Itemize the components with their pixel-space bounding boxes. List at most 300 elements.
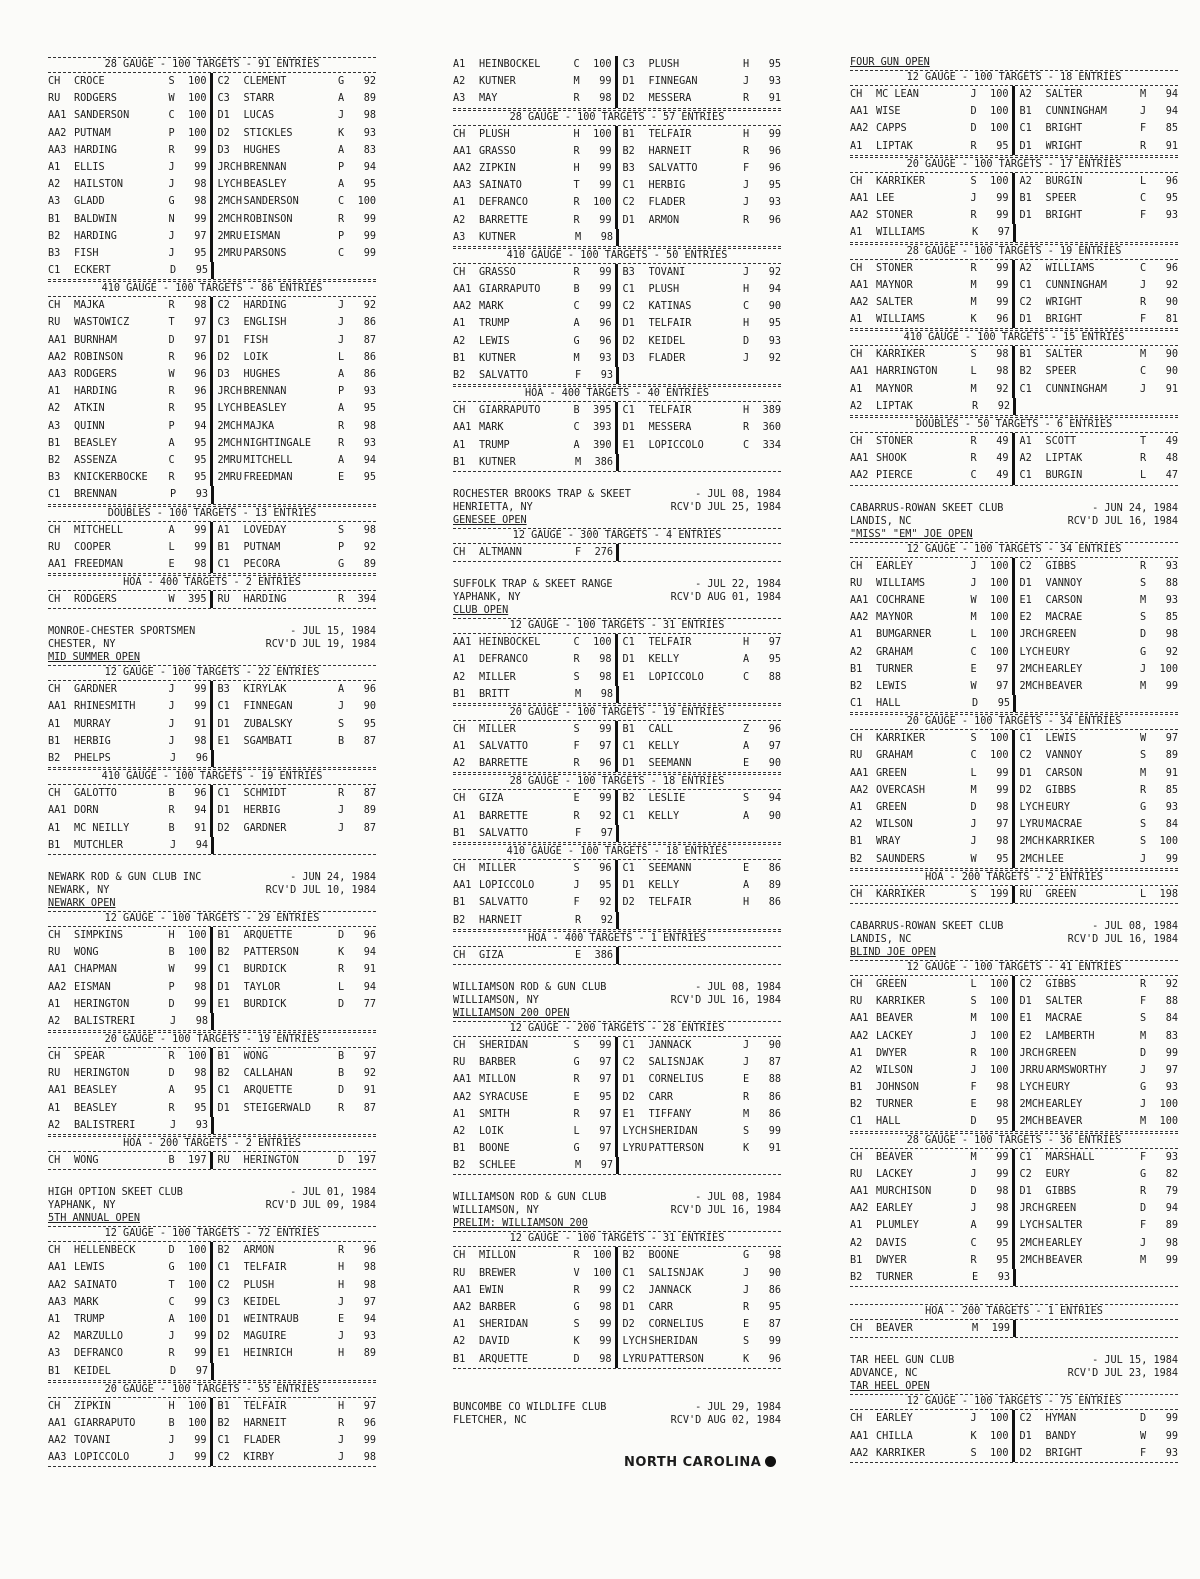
score: 97 bbox=[194, 230, 207, 242]
club-header bbox=[48, 625, 376, 638]
class-title: B1 bbox=[850, 663, 863, 675]
score: 100 bbox=[990, 1447, 1009, 1459]
class-title: B1 bbox=[453, 688, 466, 700]
shooter-class: F bbox=[970, 1082, 977, 1094]
shooter-name: LEE bbox=[1045, 853, 1064, 865]
shooter-name: JANNACK bbox=[648, 1039, 692, 1051]
result-entry bbox=[850, 1445, 1015, 1462]
class-title: AA2 bbox=[850, 1203, 869, 1215]
shooter-class: R bbox=[573, 1108, 580, 1120]
results-row bbox=[850, 138, 1178, 156]
shooter-class: J bbox=[743, 1284, 750, 1296]
shooter-class: S bbox=[573, 1039, 580, 1051]
shooter-name: BRIGHT bbox=[1045, 1447, 1083, 1459]
results-row bbox=[48, 1152, 376, 1170]
score: 99 bbox=[363, 247, 376, 259]
results-row bbox=[850, 833, 1178, 850]
score: 89 bbox=[363, 558, 376, 570]
class-title: D1 bbox=[1019, 210, 1032, 222]
shooter-name: HAILSTON bbox=[74, 179, 124, 191]
shooter-name: ARQUETTE bbox=[479, 1353, 529, 1365]
result-entry bbox=[618, 350, 782, 367]
score: 89 bbox=[363, 93, 376, 105]
score: 395 bbox=[593, 405, 612, 417]
class-title: A2 bbox=[453, 214, 466, 226]
score: 100 bbox=[593, 59, 612, 70]
shooter-name: HARDING bbox=[243, 300, 287, 312]
result-entry bbox=[453, 738, 618, 755]
club-location bbox=[453, 501, 781, 514]
shooter-class: H bbox=[573, 128, 580, 140]
class-title: RU bbox=[850, 996, 863, 1008]
class-title: A3 bbox=[453, 93, 466, 105]
result-entry bbox=[453, 56, 618, 73]
score: 98 bbox=[996, 349, 1009, 361]
score: 96 bbox=[363, 929, 376, 941]
shooter-name: GREEN bbox=[876, 767, 907, 779]
shooter-class: J bbox=[970, 1030, 977, 1042]
results-row bbox=[48, 332, 376, 349]
score: 99 bbox=[768, 1336, 781, 1348]
shooter-class: C bbox=[573, 59, 580, 70]
score: 81 bbox=[1165, 314, 1178, 326]
shooter-name: WRIGHT bbox=[1045, 140, 1083, 152]
shooter-name: BRIGHT bbox=[1045, 210, 1083, 222]
shooter-name: BUMGARNER bbox=[876, 629, 932, 641]
result-entry bbox=[48, 681, 213, 698]
results-row bbox=[453, 634, 781, 651]
class-title: A2 bbox=[1019, 175, 1032, 187]
result-entry bbox=[1015, 103, 1179, 120]
class-title: B2 bbox=[48, 454, 61, 466]
shooter-name: GALOTTO bbox=[74, 788, 117, 800]
score: 99 bbox=[1165, 1413, 1178, 1425]
received-date: RCV'D JUL 19, 1984 bbox=[265, 639, 376, 651]
score: 97 bbox=[363, 1051, 376, 1063]
shooter-class: R bbox=[168, 805, 175, 817]
shooter-name: BEASLEY bbox=[74, 1102, 117, 1114]
score: 95 bbox=[1165, 192, 1178, 204]
score: 99 bbox=[1165, 1254, 1178, 1266]
results-row bbox=[48, 314, 376, 331]
shoot-date: - JUL 08, 1984 bbox=[695, 488, 781, 500]
class-title: RU bbox=[48, 93, 61, 105]
results-row bbox=[453, 738, 781, 755]
score: 99 bbox=[599, 180, 612, 192]
shooter-class: F bbox=[1140, 1447, 1147, 1459]
shooter-name: SAINATO bbox=[479, 180, 522, 192]
score: 82 bbox=[1165, 1168, 1178, 1180]
score: 93 bbox=[1165, 802, 1178, 813]
score: 100 bbox=[188, 1313, 207, 1325]
score: 97 bbox=[997, 227, 1010, 239]
shooter-class: A bbox=[338, 454, 345, 466]
class-title: AA3 bbox=[48, 1296, 67, 1308]
class-title: D2 bbox=[622, 93, 635, 105]
result-entry bbox=[213, 418, 377, 435]
class-title: C1 bbox=[1019, 1151, 1032, 1163]
class-title: B2 bbox=[453, 1160, 466, 1172]
shooter-class: R bbox=[970, 140, 977, 152]
class-title: C1 bbox=[622, 284, 635, 296]
shooter-name: FISH bbox=[243, 334, 269, 346]
class-title: B2 bbox=[217, 1068, 230, 1080]
score: 99 bbox=[599, 301, 612, 313]
shooter-class: E bbox=[575, 949, 582, 961]
class-title: 2MCH bbox=[217, 213, 243, 225]
shooter-class: K bbox=[338, 947, 345, 959]
shooter-name: DAVID bbox=[479, 1336, 510, 1348]
score: 395 bbox=[188, 594, 207, 606]
shooter-name: BEAVER bbox=[876, 1151, 913, 1163]
shooter-name: LUCAS bbox=[243, 110, 275, 122]
shooter-class: S bbox=[970, 349, 977, 361]
result-entry bbox=[1015, 1113, 1179, 1130]
shooter-class: D bbox=[573, 1353, 580, 1365]
shooter-class: P bbox=[338, 230, 345, 242]
shooter-class: M bbox=[972, 1323, 979, 1335]
class-title: D1 bbox=[622, 214, 635, 226]
shooter-class: C bbox=[970, 750, 977, 762]
shooter-name: KARRIKER bbox=[1045, 836, 1095, 848]
results-row bbox=[850, 1445, 1178, 1463]
shooter-name: CLEMENT bbox=[243, 76, 287, 87]
class-title: CH bbox=[453, 949, 466, 961]
score: 100 bbox=[990, 646, 1009, 658]
result-entry bbox=[213, 927, 377, 944]
class-title: CH bbox=[453, 128, 466, 140]
shooter-class: D bbox=[170, 1365, 177, 1377]
shooter-name: ZIPKIN bbox=[74, 1400, 111, 1412]
result-entry bbox=[1015, 1010, 1179, 1027]
result-entry bbox=[850, 120, 1015, 137]
shooter-name: GIBBS bbox=[1045, 978, 1077, 990]
shooter-class: J bbox=[168, 247, 175, 259]
spacer bbox=[453, 965, 781, 981]
shooter-name: FREEDMAN bbox=[243, 472, 293, 484]
shooter-name: NIGHTINGALE bbox=[243, 437, 311, 449]
result-entry bbox=[1015, 260, 1179, 277]
club-name: ROCHESTER BROOKS TRAP & SKEET bbox=[453, 488, 631, 500]
score: 97 bbox=[599, 741, 612, 753]
shooter-name: BRENNAN bbox=[74, 489, 117, 501]
results-row bbox=[48, 733, 376, 750]
class-title: B1 bbox=[48, 839, 61, 851]
class-title: CH bbox=[48, 684, 61, 696]
shooter-name: KUTNER bbox=[479, 76, 516, 88]
result-entry bbox=[213, 539, 377, 556]
shooter-name: STICKLES bbox=[243, 127, 293, 139]
class-title: D1 bbox=[217, 334, 230, 346]
shooter-name: KIRYLAK bbox=[243, 684, 287, 696]
score: 98 bbox=[194, 196, 207, 208]
shooter-class: K bbox=[573, 1336, 580, 1348]
club-location bbox=[453, 994, 781, 1007]
shooter-name: CALLAHAN bbox=[243, 1068, 293, 1080]
shooter-name: KNICKERBOCKE bbox=[74, 472, 148, 484]
result-entry bbox=[213, 73, 377, 90]
results-row bbox=[48, 961, 376, 978]
score: 95 bbox=[768, 59, 781, 70]
shooter-class: G bbox=[1140, 1082, 1147, 1094]
score: 100 bbox=[990, 1047, 1009, 1059]
result-entry bbox=[1015, 1045, 1179, 1062]
class-title: A2 bbox=[453, 1125, 466, 1137]
shooter-class: M bbox=[1140, 594, 1147, 606]
result-entry bbox=[1015, 626, 1179, 643]
results-row bbox=[48, 1415, 376, 1432]
score: 88 bbox=[1165, 996, 1178, 1008]
results-row bbox=[850, 609, 1178, 626]
result-entry bbox=[850, 277, 1015, 294]
score: 98 bbox=[194, 735, 207, 747]
results-row bbox=[453, 894, 781, 911]
class-title: C2 bbox=[1019, 560, 1032, 572]
results-row bbox=[850, 678, 1178, 695]
club-header bbox=[453, 578, 781, 591]
shooter-class: C bbox=[743, 439, 750, 451]
result-entry bbox=[213, 1311, 377, 1328]
shooter-class: M bbox=[743, 1108, 750, 1120]
class-title: A3 bbox=[48, 420, 61, 432]
results-row bbox=[453, 143, 781, 160]
score: 96 bbox=[768, 723, 781, 735]
result-entry bbox=[1015, 1149, 1179, 1166]
score: 99 bbox=[599, 145, 612, 157]
shooter-class: R bbox=[573, 93, 580, 105]
class-title: C3 bbox=[622, 59, 635, 70]
shooter-class: F bbox=[573, 741, 580, 753]
result-entry bbox=[850, 381, 1015, 398]
shooter-name: MARK bbox=[479, 301, 504, 313]
result-entry bbox=[453, 1071, 618, 1088]
shooter-class: A bbox=[743, 810, 750, 822]
shooter-name: TELFAIR bbox=[648, 897, 692, 909]
score: 94 bbox=[1165, 106, 1178, 118]
shooter-name: EURY bbox=[1045, 1082, 1071, 1094]
score: 99 bbox=[363, 1435, 376, 1447]
result-entry bbox=[618, 333, 782, 350]
class-title: D1 bbox=[622, 318, 635, 330]
score: 276 bbox=[594, 546, 613, 558]
shooter-name: BEAVER bbox=[1045, 1116, 1083, 1128]
results-row bbox=[48, 262, 376, 280]
shooter-class: B bbox=[338, 1051, 345, 1063]
shooter-name: EURY bbox=[1045, 1168, 1071, 1180]
class-title: CH bbox=[850, 89, 863, 100]
result-entry bbox=[213, 716, 377, 733]
results-row bbox=[850, 730, 1178, 747]
class-title: B1 bbox=[217, 1400, 230, 1412]
class-title: A1 bbox=[453, 1319, 466, 1331]
score: 49 bbox=[996, 470, 1009, 482]
results-row bbox=[453, 194, 781, 211]
result-entry bbox=[618, 160, 782, 177]
class-title: B1 bbox=[48, 213, 61, 225]
class-title: LYRU bbox=[622, 1353, 648, 1365]
results-row bbox=[48, 1259, 376, 1276]
score: 86 bbox=[363, 351, 376, 363]
shooter-class: J bbox=[970, 819, 977, 831]
shooter-name: MAYNOR bbox=[876, 612, 913, 624]
class-title: A2 bbox=[1019, 453, 1032, 465]
result-entry bbox=[1015, 782, 1179, 799]
score: 93 bbox=[768, 335, 781, 347]
shooter-name: SANDERSON bbox=[74, 110, 130, 122]
score: 95 bbox=[194, 1102, 207, 1114]
result-entry bbox=[850, 1096, 1015, 1113]
result-entry bbox=[850, 224, 1016, 241]
result-entry bbox=[453, 73, 618, 90]
event-title bbox=[48, 1212, 376, 1225]
class-title: D3 bbox=[622, 352, 635, 364]
class-title: AA1 bbox=[48, 1085, 67, 1097]
class-title: C1 bbox=[1019, 123, 1032, 135]
score: 98 bbox=[363, 1452, 376, 1464]
result-entry bbox=[618, 177, 782, 194]
result-entry bbox=[213, 349, 377, 366]
event-banner: 20 GAUGE - 100 TARGETS - 19 ENTRIES bbox=[453, 705, 781, 721]
result-entry bbox=[453, 264, 618, 281]
result-entry bbox=[213, 785, 377, 802]
shooter-class: D bbox=[170, 265, 177, 277]
result-entry bbox=[850, 260, 1015, 277]
results-row bbox=[850, 851, 1178, 869]
shooter-name: BRIGHT bbox=[1045, 314, 1083, 326]
score: 90 bbox=[363, 701, 376, 713]
shooter-name: KARRIKER bbox=[876, 996, 926, 1008]
class-title: C2 bbox=[217, 76, 230, 87]
class-title: AA1 bbox=[48, 1417, 67, 1429]
result-entry bbox=[213, 1345, 377, 1362]
class-title: AA2 bbox=[850, 470, 869, 482]
result-entry bbox=[213, 176, 377, 193]
class-title: C1 bbox=[622, 741, 635, 753]
shooter-name: COCHRANE bbox=[876, 594, 926, 606]
shooter-name: EWIN bbox=[479, 1284, 504, 1296]
score: 94 bbox=[363, 454, 376, 466]
result-entry bbox=[453, 544, 619, 561]
results-row bbox=[850, 747, 1178, 764]
result-entry bbox=[850, 1149, 1015, 1166]
shooter-class: J bbox=[1140, 1099, 1147, 1111]
score: 100 bbox=[990, 629, 1009, 641]
score: 89 bbox=[768, 880, 781, 892]
result-entry bbox=[1015, 644, 1179, 661]
shooter-class: C bbox=[970, 646, 977, 658]
shooter-name: ELLIS bbox=[74, 161, 105, 173]
class-title: D2 bbox=[1019, 784, 1032, 796]
results-row bbox=[453, 1351, 781, 1369]
class-title: AA1 bbox=[850, 453, 869, 465]
shooter-name: FLADER bbox=[648, 352, 686, 364]
shooter-name: SALTER bbox=[1045, 996, 1083, 1008]
shooter-name: LOPICCOLO bbox=[479, 880, 535, 892]
shooter-class: J bbox=[743, 352, 750, 364]
score: 99 bbox=[1165, 1047, 1178, 1059]
class-title: C2 bbox=[622, 197, 635, 209]
class-title: B1 bbox=[48, 1365, 61, 1377]
class-title: CH bbox=[850, 175, 863, 187]
class-title: RU bbox=[850, 577, 863, 589]
class-title: AA2 bbox=[850, 123, 869, 135]
results-row bbox=[453, 177, 781, 194]
shooter-class: H bbox=[743, 318, 750, 330]
shooter-name: MITCHELL bbox=[74, 524, 124, 536]
shoot-date: - JUL 22, 1984 bbox=[695, 579, 781, 591]
shoot-date: - JUL 01, 1984 bbox=[290, 1187, 376, 1199]
shooter-name: GIBBS bbox=[1045, 784, 1077, 796]
score: 100 bbox=[990, 89, 1009, 100]
shooter-class: M bbox=[1140, 767, 1147, 779]
result-entry bbox=[213, 452, 377, 469]
class-title: C1 bbox=[217, 701, 230, 713]
shooter-class: R bbox=[1140, 140, 1147, 152]
result-entry bbox=[618, 1071, 782, 1088]
shooter-class: R bbox=[338, 1245, 345, 1257]
result-entry bbox=[1015, 661, 1179, 678]
score: 95 bbox=[768, 318, 781, 330]
results-row bbox=[48, 228, 376, 245]
result-entry bbox=[213, 228, 377, 245]
shooter-class: F bbox=[575, 546, 582, 558]
shooter-name: MILLER bbox=[479, 671, 516, 683]
results-row bbox=[850, 1410, 1178, 1427]
class-title: C1 bbox=[622, 180, 635, 192]
result-entry bbox=[213, 1065, 377, 1082]
event-banner: 12 GAUGE - 100 TARGETS - 31 ENTRIES bbox=[453, 1231, 781, 1247]
shooter-class: S bbox=[573, 863, 580, 874]
score: 93 bbox=[599, 352, 612, 364]
class-title: D2 bbox=[217, 351, 230, 363]
class-title: CH bbox=[48, 76, 61, 87]
results-row bbox=[48, 750, 376, 768]
score: 97 bbox=[768, 637, 781, 649]
shooter-class: J bbox=[168, 718, 175, 730]
shooter-name: BRENNAN bbox=[243, 386, 287, 398]
results-row bbox=[850, 1235, 1178, 1252]
shooter-name: PARSONS bbox=[243, 247, 287, 259]
score: 98 bbox=[363, 110, 376, 122]
class-title: B1 bbox=[453, 827, 466, 839]
shooter-class: R bbox=[338, 788, 345, 800]
class-title: A2 bbox=[453, 671, 466, 683]
result-entry bbox=[1015, 381, 1179, 398]
results-column-1 bbox=[48, 56, 376, 1467]
shooter-class: H bbox=[743, 637, 750, 649]
result-entry bbox=[213, 107, 377, 124]
class-title: C2 bbox=[622, 1057, 635, 1069]
shooter-name: PATTERSON bbox=[243, 947, 299, 959]
score: 96 bbox=[768, 1353, 781, 1365]
shooter-class: S bbox=[970, 733, 977, 745]
score: 100 bbox=[990, 1030, 1009, 1042]
class-title: CH bbox=[48, 1400, 61, 1412]
class-title: 2MRU bbox=[217, 247, 243, 259]
score: 95 bbox=[768, 180, 781, 192]
score: 95 bbox=[194, 454, 207, 466]
results-row bbox=[453, 437, 781, 454]
score: 93 bbox=[768, 76, 781, 88]
shooter-class: W bbox=[168, 93, 175, 105]
class-title: CH bbox=[453, 546, 466, 558]
result-entry bbox=[618, 1037, 782, 1054]
shooter-class: A bbox=[338, 179, 345, 191]
club-name: NEWARK ROD & GUN CLUB INC bbox=[48, 871, 202, 883]
score: 97 bbox=[599, 1057, 612, 1069]
class-title: D1 bbox=[217, 718, 230, 730]
spacer bbox=[453, 562, 781, 578]
